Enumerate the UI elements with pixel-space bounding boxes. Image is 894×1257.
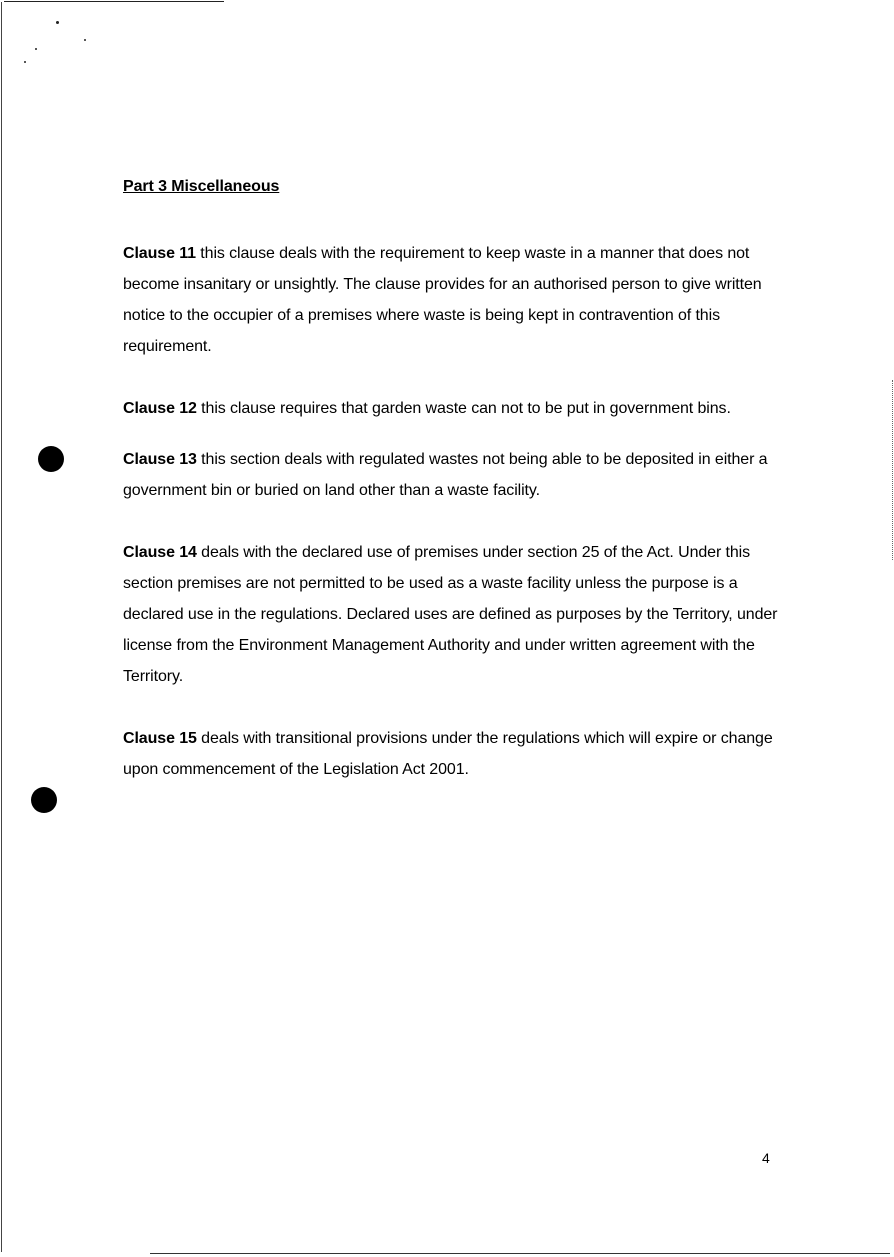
clause-text: this clause deals with the requirement to keep waste in a manner that does not become insanitary or unsightly. The clause provides for an authorised person to give written notice to the occupier of a premises where waste is being kept in contravention of this requirement.: [123, 245, 762, 355]
clause-paragraph-14: [123, 537, 783, 692]
clause-text: this clause requires that garden waste can not to be put in government bins.: [201, 400, 731, 417]
clause-paragraph-11: [123, 238, 783, 362]
clause-label: Clause 12: [123, 400, 197, 417]
scan-edge-left: [1, 2, 2, 1252]
page-number: 4: [762, 1150, 770, 1166]
clause-label: Clause 11: [123, 245, 196, 262]
scan-speck: [24, 61, 26, 63]
clause-label: Clause 14: [123, 544, 197, 561]
scan-edge-top: [4, 1, 224, 2]
document-body: [123, 176, 783, 816]
clause-paragraph-15: [123, 723, 783, 785]
scan-speck: [35, 48, 37, 50]
clause-paragraph-13: [123, 444, 783, 506]
scan-edge-bottom: [150, 1253, 890, 1254]
clause-text: deals with the declared use of premises under section 25 of the Act. Under this section premises are not permitted to be used as a waste facility unless the purpose is a declared use in the regulations. Declared uses are defined as purposes by the Territory, under license from the Environment Management Authority and under written agreement with the Territory.: [123, 544, 778, 685]
clause-label: Clause 15: [123, 730, 197, 747]
punch-hole-lower: [31, 787, 57, 813]
clause-text: this section deals with regulated wastes not being able to be deposited in either a government bin or buried on land other than a waste facility.: [123, 451, 768, 499]
punch-hole-upper: [38, 446, 64, 472]
scan-speck: [56, 21, 59, 24]
clause-text: deals with transitional provisions under the regulations which will expire or change upon commencement of the Legislation Act 2001.: [123, 730, 773, 778]
clause-paragraph-12: [123, 393, 783, 424]
scan-edge-right: [892, 380, 893, 560]
section-heading: Part 3 Miscellaneous: [123, 178, 280, 195]
scan-speck: [84, 39, 86, 41]
clause-label: Clause 13: [123, 451, 197, 468]
